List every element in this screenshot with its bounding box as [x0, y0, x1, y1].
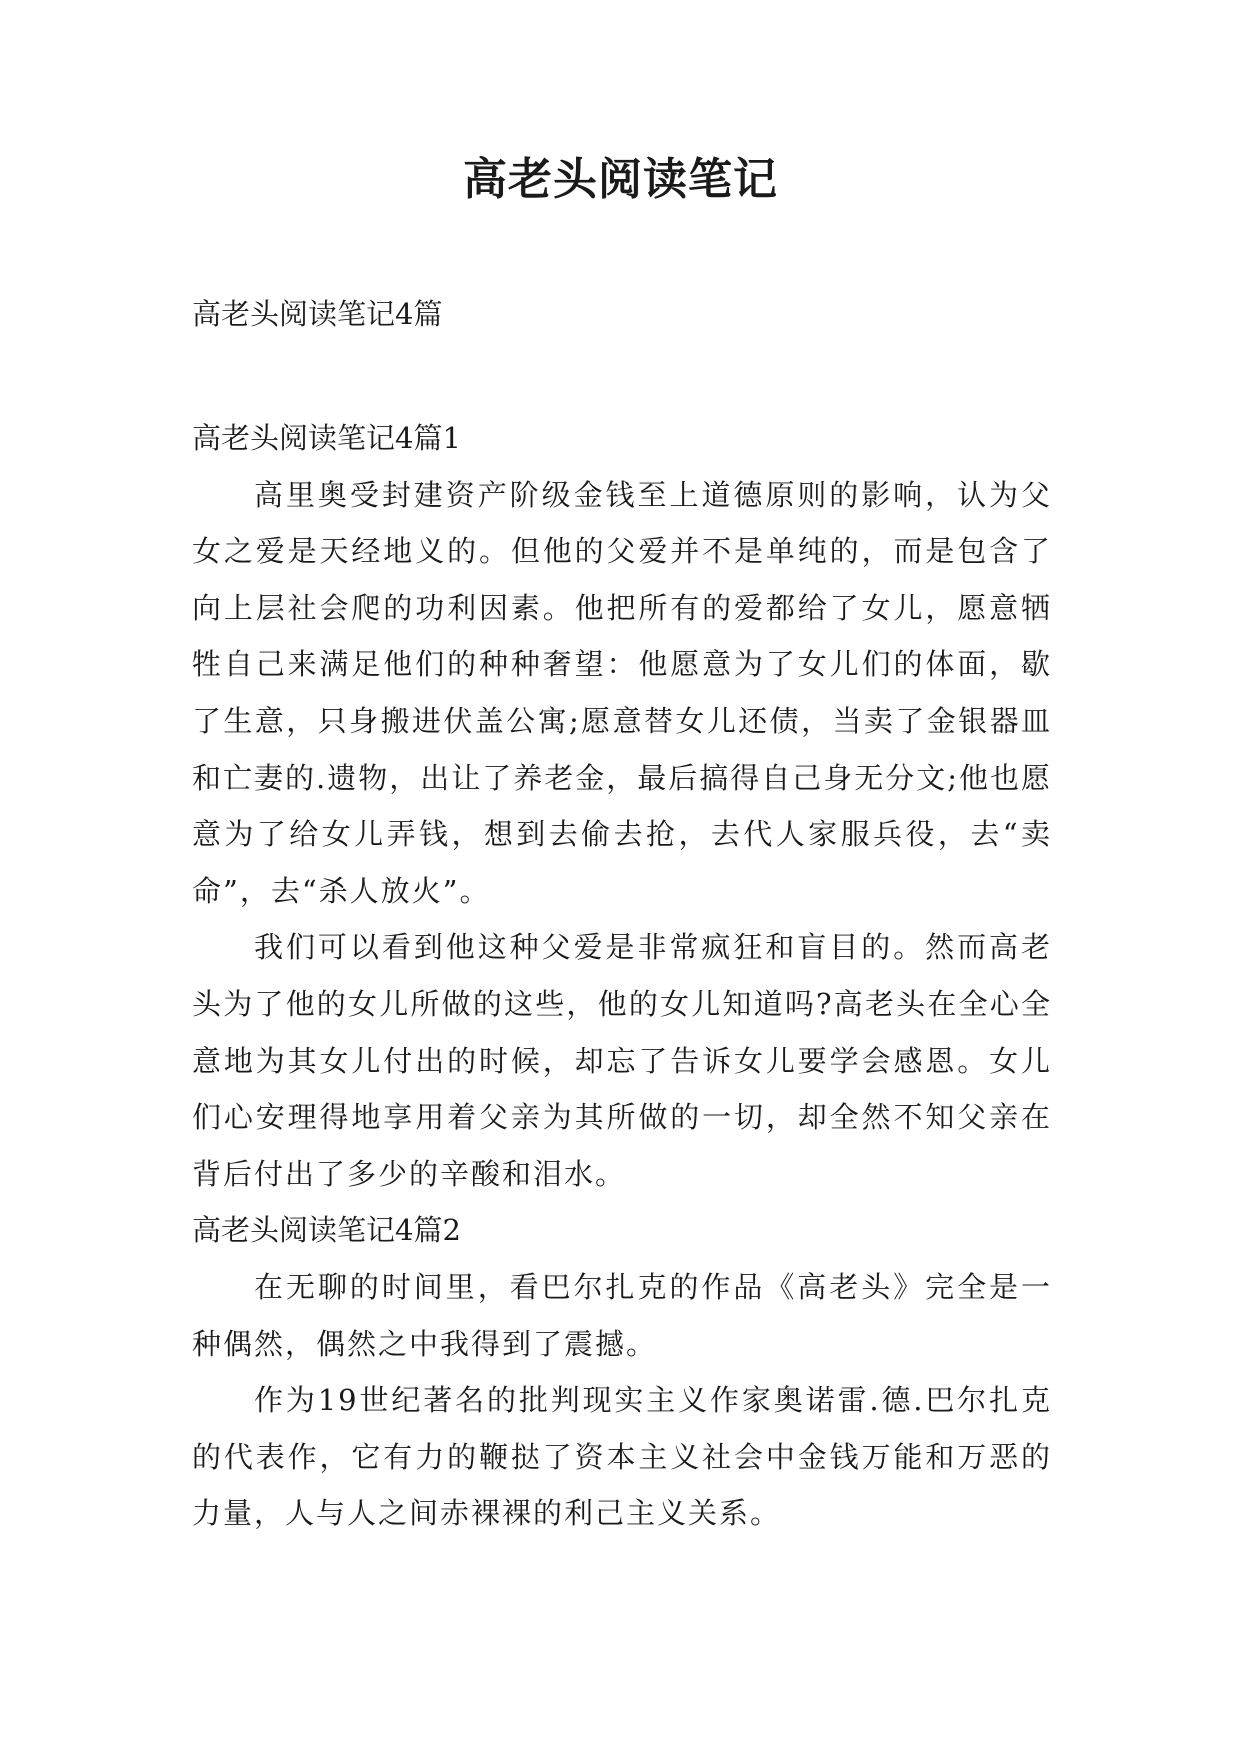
paragraph: 作为19世纪著名的批判现实主义作家奥诺雷.德.巴尔扎克的代表作，它有力的鞭挞了资本主义社会中金钱万能和万恶的力量，人与人之间赤裸裸的利己主义关系。: [192, 1383, 1052, 1531]
document-title: 高老头阅读笔记: [463, 154, 778, 205]
section-1: [192, 410, 1052, 1202]
section-heading: 高老头阅读笔记4篇1: [192, 421, 461, 455]
paragraph: 在无聊的时间里，看巴尔扎克的作品《高老头》完全是一种偶然，偶然之中我得到了震撼。: [192, 1269, 1052, 1361]
document-subtitle: 高老头阅读笔记4篇: [192, 297, 443, 331]
section-2: [192, 1202, 1052, 1542]
section-heading: 高老头阅读笔记4篇2: [192, 1213, 461, 1248]
paragraph: 高里奥受封建资产阶级金钱至上道德原则的影响，认为父女之爱是天经地义的。但他的父爱并不是单纯的，而是包含了向上层社会爬的功利因素。他把所有的爱都给了女儿，愿意牺牲自己来满足他们的种种奢望：他愿意为了女儿们的体面，歇了生意，只身搬进伏盖公寓;愿意替女儿还债，当卖了金银器皿和亡妻的.遗物，出让了养老金，最后搞得自己身无分文;他也愿意为了给女儿弄钱，想到去偷去抢，去代人家服兵役，去“卖命”，去“杀人放火”。: [192, 477, 1052, 908]
document-body: [192, 410, 1052, 1542]
paragraph: 我们可以看到他这种父爱是非常疯狂和盲目的。然而高老头为了他的女儿所做的这些，他的女儿知道吗?高老头在全心全意地为其女儿付出的时候，却忘了告诉女儿要学会感恩。女儿们心安理得地享用着父亲为其所做的一切，却全然不知父亲在背后付出了多少的辛酸和泪水。: [192, 930, 1052, 1191]
